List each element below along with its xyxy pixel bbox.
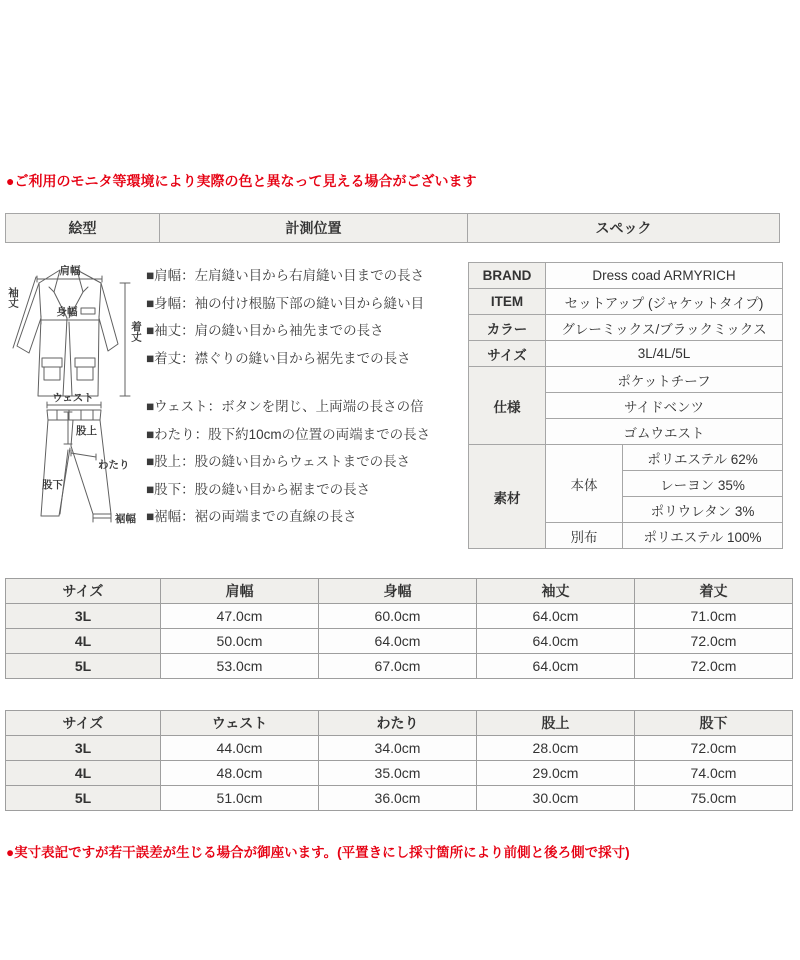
jacket-front-opening	[63, 318, 72, 396]
jacket-col-chest: 身幅	[319, 579, 477, 604]
value-cell: 74.0cm	[635, 761, 793, 786]
size-cell: 4L	[6, 761, 161, 786]
spec-value-material-main-3: ポリウレタン 3%	[623, 497, 783, 523]
jacket-size-table	[5, 578, 793, 679]
value-cell: 60.0cm	[319, 604, 477, 629]
pants-fly-line	[71, 420, 73, 446]
value-cell: 47.0cm	[161, 604, 319, 629]
jacket-sleeve-left	[17, 283, 41, 353]
note-thigh: ■わたり：股下約10cmの位置の両端までの長さ	[146, 426, 431, 442]
body-length-measure-line	[120, 283, 130, 396]
body-length-label: 着丈	[130, 321, 142, 342]
note-shoulder-width: ■肩幅：左肩縫い目から右肩縫い目までの長さ	[146, 268, 425, 283]
pants-belt-loops	[57, 410, 93, 420]
spec-label-material: 素材	[469, 445, 546, 549]
spec-row-size	[469, 341, 783, 367]
value-cell: 71.0cm	[635, 604, 793, 629]
pants-col-thigh: わたり	[319, 711, 477, 736]
size-cell: 4L	[6, 629, 161, 654]
header-measure-position: 計測位置	[160, 213, 468, 243]
measure-position-notes	[146, 262, 468, 531]
spec-label-size: サイズ	[469, 341, 546, 367]
spec-value-feature-3: ゴムウエスト	[546, 419, 783, 445]
spec-label-material-main: 本体	[546, 445, 623, 523]
pants-size-header-row	[6, 711, 793, 736]
pants-size-table	[5, 710, 793, 811]
jacket-col-length: 着丈	[635, 579, 793, 604]
jacket-lapel-notch-left	[49, 287, 54, 292]
spec-value-brand: Dress coad ARMYRICH	[546, 263, 783, 289]
spec-row-material-1	[469, 445, 783, 471]
spec-value-color: グレーミックス/ブラックミックス	[546, 315, 783, 341]
value-cell: 34.0cm	[319, 736, 477, 761]
spec-row-brand	[469, 263, 783, 289]
jacket-hip-pocket-flap-left	[42, 358, 62, 367]
spec-label-material-other: 別布	[546, 523, 623, 549]
value-cell: 72.0cm	[635, 629, 793, 654]
value-cell: 29.0cm	[477, 761, 635, 786]
jacket-chest-pocket	[81, 308, 95, 314]
spec-table	[468, 262, 783, 549]
pants-col-waist: ウェスト	[161, 711, 319, 736]
pants-col-size: サイズ	[6, 711, 161, 736]
value-cell: 50.0cm	[161, 629, 319, 654]
thigh-label: わたり	[98, 459, 130, 471]
spec-value-item: セットアップ (ジャケットタイプ)	[546, 289, 783, 315]
value-cell: 53.0cm	[161, 654, 319, 679]
garment-measure-diagram	[5, 256, 145, 562]
spec-row-feature-1	[469, 367, 783, 393]
value-cell: 67.0cm	[319, 654, 477, 679]
value-cell: 48.0cm	[161, 761, 319, 786]
sleeve-length-label: 袖丈	[7, 287, 19, 308]
spec-value-material-other: ポリエステル 100%	[623, 523, 783, 549]
chest-width-label: 身幅	[56, 306, 78, 318]
spec-value-feature-2: サイドベンツ	[546, 393, 783, 419]
pants-col-rise: 股上	[477, 711, 635, 736]
jacket-hip-pocket-right	[77, 367, 93, 380]
pants-size-row-5l	[6, 786, 793, 811]
spec-label-features: 仕様	[469, 367, 546, 445]
monitor-color-disclaimer: ●ご利用のモニタ等環境により実際の色と異なって見える場合がございます	[6, 173, 477, 189]
jacket-col-sleeve: 袖丈	[477, 579, 635, 604]
pants-measure-notes	[146, 393, 468, 531]
size-cell: 5L	[6, 654, 161, 679]
rise-label: 股上	[76, 425, 97, 437]
size-cell: 5L	[6, 786, 161, 811]
measurement-tolerance-disclaimer: ●実寸表記ですが若干誤差が生じる場合が御座います。(平置きにし採寸箇所により前側と後ろ側で採寸)	[6, 845, 630, 860]
jacket-sleeve-right	[99, 283, 118, 351]
value-cell: 72.0cm	[635, 654, 793, 679]
note-sleeve-length: ■袖丈：肩の縫い目から袖先までの長さ	[146, 323, 384, 338]
inseam-label: 股下	[42, 479, 63, 491]
jacket-size-row-4l	[6, 629, 793, 654]
value-cell: 28.0cm	[477, 736, 635, 761]
hem-width-label: 裾幅	[115, 513, 136, 525]
info-table-header-row	[5, 213, 780, 243]
jacket-size-row-5l	[6, 654, 793, 679]
pants-col-inseam: 股下	[635, 711, 793, 736]
value-cell: 35.0cm	[319, 761, 477, 786]
rise-measure-line	[64, 412, 72, 444]
value-cell: 36.0cm	[319, 786, 477, 811]
spec-row-color	[469, 315, 783, 341]
jacket-hip-pocket-flap-right	[75, 358, 95, 367]
value-cell: 44.0cm	[161, 736, 319, 761]
spec-label-color: カラー	[469, 315, 546, 341]
spec-value-material-main-1: ポリエステル 62%	[623, 445, 783, 471]
note-inseam: ■股下：股の縫い目から裾までの長さ	[146, 481, 371, 497]
spec-value-material-main-2: レーヨン 35%	[623, 471, 783, 497]
value-cell: 30.0cm	[477, 786, 635, 811]
size-cell: 3L	[6, 604, 161, 629]
pants-size-row-3l	[6, 736, 793, 761]
waist-label: ウェスト	[52, 392, 94, 404]
note-body-length: ■着丈：襟ぐりの縫い目から裾先までの長さ	[146, 350, 411, 366]
jacket-measure-notes	[146, 262, 468, 372]
value-cell: 64.0cm	[477, 654, 635, 679]
value-cell: 72.0cm	[635, 736, 793, 761]
jacket-size-row-3l	[6, 604, 793, 629]
value-cell: 75.0cm	[635, 786, 793, 811]
jacket-col-shoulder: 肩幅	[161, 579, 319, 604]
jacket-size-header-row	[6, 579, 793, 604]
note-waist: ■ウェスト：ボタンを閉じ、上両端の長さの倍	[146, 399, 424, 414]
spec-label-item: ITEM	[469, 289, 546, 315]
note-chest-width: ■身幅：袖の付け根脇下部の縫い目から縫い目	[146, 295, 425, 311]
header-spec: スペック	[468, 213, 780, 243]
note-hem-width: ■裾幅：裾の両端までの直線の長さ	[146, 509, 357, 524]
jacket-col-size: サイズ	[6, 579, 161, 604]
suit-line-drawing-image	[5, 256, 145, 562]
jacket-hip-pocket-left	[44, 367, 60, 380]
shoulder-width-label: 肩幅	[59, 265, 81, 277]
pants-size-row-4l	[6, 761, 793, 786]
jacket-lapel-notch-right	[83, 287, 88, 292]
value-cell: 64.0cm	[319, 629, 477, 654]
spec-row-item	[469, 289, 783, 315]
value-cell: 64.0cm	[477, 629, 635, 654]
spec-label-brand: BRAND	[469, 263, 546, 289]
value-cell: 64.0cm	[477, 604, 635, 629]
hem-width-measure-line	[93, 514, 111, 522]
size-cell: 3L	[6, 736, 161, 761]
spec-value-feature-1: ポケットチーフ	[546, 367, 783, 393]
spec-value-size: 3L/4L/5L	[546, 341, 783, 367]
value-cell: 51.0cm	[161, 786, 319, 811]
note-rise: ■股上：股の縫い目からウェストまでの長さ	[146, 454, 411, 469]
header-pictogram: 絵型	[5, 213, 160, 243]
